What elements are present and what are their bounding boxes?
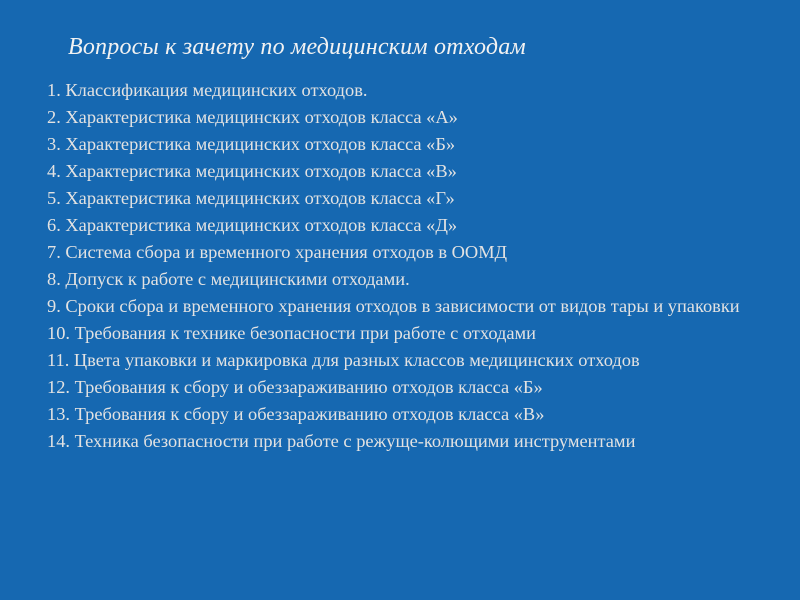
list-item: 4. Характеристика медицинских отходов класса «В» xyxy=(47,161,457,181)
list-item: 7. Система сбора и временного хранения отходов в ООМД xyxy=(47,242,508,262)
list-item: 6. Характеристика медицинских отходов класса «Д» xyxy=(47,215,458,235)
list-item: 5. Характеристика медицинских отходов класса «Г» xyxy=(47,188,455,208)
list-item: 1. Классификация медицинских отходов. xyxy=(47,80,368,100)
list-item: 3. Характеристика медицинских отходов класса «Б» xyxy=(47,134,456,154)
list-item: 2. Характеристика медицинских отходов класса «А» xyxy=(47,107,458,127)
list-item: 9. Сроки сбора и временного хранения отходов в зависимости от видов тары и упаковки xyxy=(47,296,740,316)
list-item: 13. Требования к сбору и обеззараживанию отходов класса «В» xyxy=(47,404,545,424)
slide-title: Вопросы к зачету по медицинским отходам xyxy=(68,34,526,60)
list-item: 10. Требования к технике безопасности при работе с отходами xyxy=(47,323,536,343)
list-item: 14. Техника безопасности при работе с режуще-колющими инструментами xyxy=(47,431,636,451)
list-item: 11. Цвета упаковки и маркировка для разных классов медицинских отходов xyxy=(47,350,640,370)
list-item: 12. Требования к сбору и обеззараживанию отходов класса «Б» xyxy=(47,377,543,397)
list-item: 8. Допуск к работе с медицинскими отходами. xyxy=(47,269,410,289)
question-list xyxy=(47,81,767,459)
